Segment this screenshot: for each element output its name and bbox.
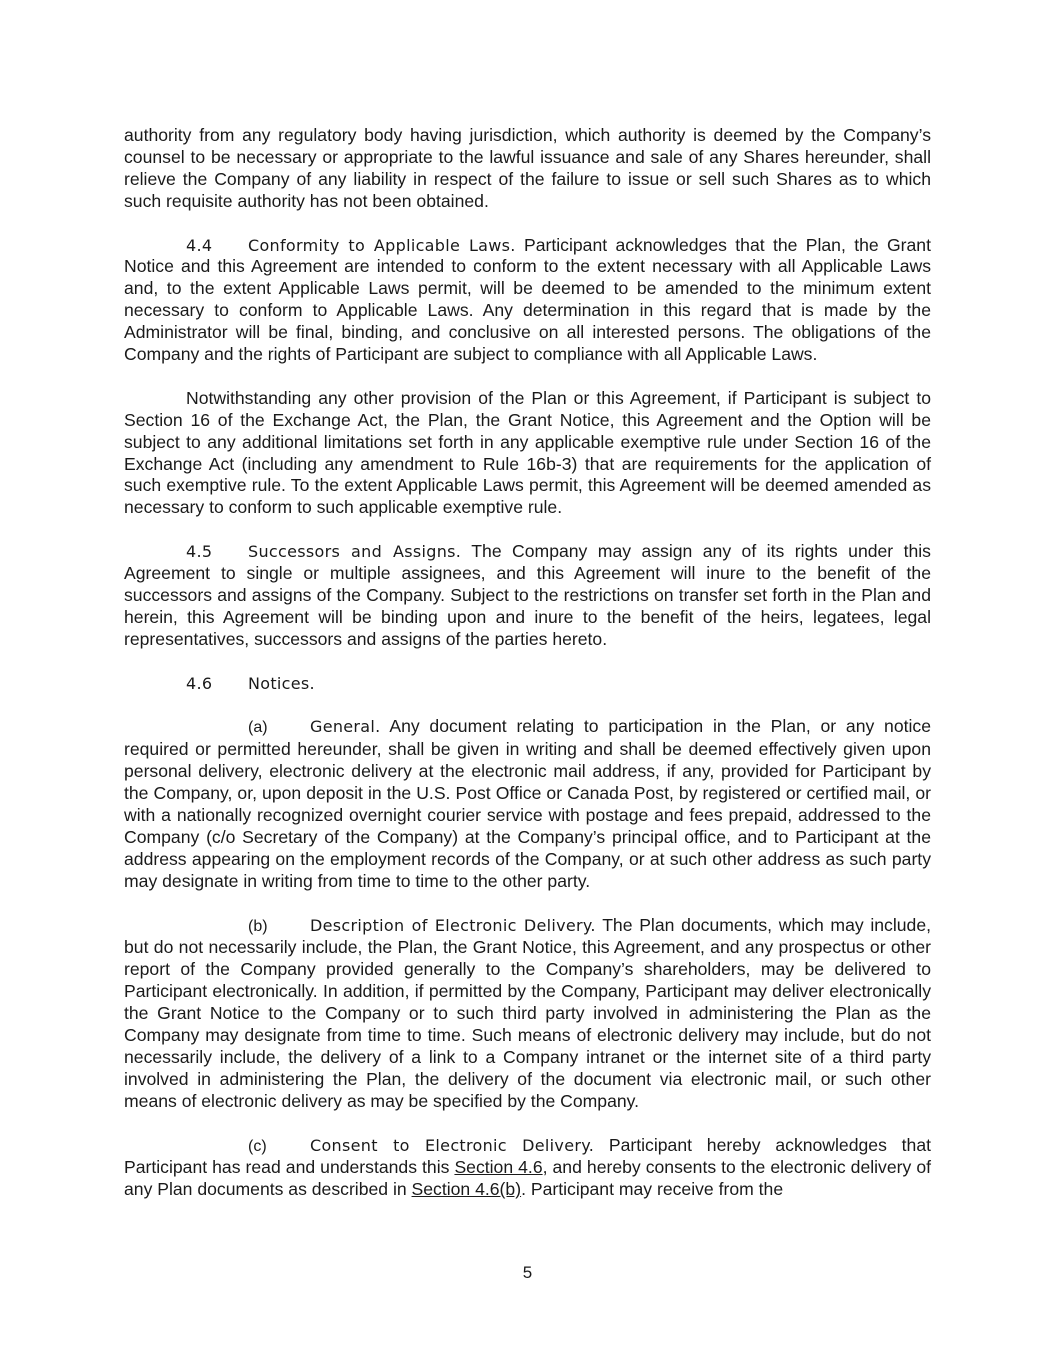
section-4-6-c-title: Consent to Electronic Delivery.	[310, 1135, 595, 1155]
section-4-5-paragraph	[124, 541, 931, 651]
section-4-4-title: Conformity to Applicable Laws.	[248, 235, 516, 255]
section-4-4-number: 4.4	[186, 235, 213, 255]
section-4-6-c-paragraph	[124, 1135, 931, 1202]
section-4-4-paragraph	[124, 235, 931, 366]
page-number: 5	[522, 1263, 533, 1282]
section-4-6-b-label: (b)	[248, 917, 268, 935]
section-4-4-text: Participant acknowledges that the Plan, the Grant Notice and this Agreement are intended to conform to the extent necessary with all Applicable Laws and, to the extent Applicable Laws permit, will be deemed to be amended to the minimum extent necessary to conform to Applicable Laws. Any determination in this regard that is made by the Administrator will be final, binding, and conclusive on all interested persons. The obligations of the Company and the rights of Participant are subject to compliance with all Applicable Laws.	[124, 234, 931, 365]
section-4-6-c-text-1: Participant hereby acknowledges that Participant has read and understands this	[124, 1134, 931, 1178]
section-4-6-a-label: (a)	[248, 719, 268, 737]
document-body	[124, 125, 931, 1223]
section-4-6-a-title: General.	[310, 717, 381, 737]
section-4-6-b-cross-reference: Section 4.6(b)	[411, 1179, 522, 1200]
section-4-5-title: Successors and Assigns.	[248, 542, 462, 562]
section-4-5-text: The Company may assign any of its rights under this Agreement to single or multiple assignees, and this Agreement will inure to the benefit of the successors and assigns of the Company. Subject to the restrictions on transfer set forth in the Plan and herein, this Agreement will be binding upon and inure to the benefit of the heirs, legatees, legal representatives, successors and assigns of the parties hereto.	[124, 541, 931, 649]
section-4-6-c-label: (c)	[248, 1137, 267, 1155]
section-4-6-b-paragraph	[124, 915, 931, 1113]
section-4-6-cross-reference: Section 4.6	[454, 1157, 543, 1178]
section-4-6-title: Notices.	[248, 673, 315, 693]
section-4-6-c-text-2: , and hereby consents to the electronic delivery of any Plan documents as described in	[124, 1157, 931, 1200]
section-4-6-b-text: The Plan documents, which may include, but do not necessarily include, the Plan, the Grant Notice, this Agreement, and any prospectus or other report of the Company provided generally to the Company’s shareholders, may be delivered to Participant electronically. In addition, if permitted by the Company, Participant may deliver electronically the Grant Notice to the Company or to such third party involved in administering the Plan as the Company may designate from time to time. Such means of electronic delivery may include, but do not necessarily include, the delivery of a link to a Company intranet or the internet site of a third party involved in administering the Plan, the delivery of the document via electronic mail, or such other means of electronic delivery as may be specified by the Company.	[124, 914, 931, 1111]
section-4-5-number: 4.5	[186, 542, 213, 562]
section-4-6-b-title: Description of Electronic Delivery.	[310, 915, 596, 935]
section-4-6-a-text: Any document relating to participation in the Plan, or any notice required or permitted hereunder, shall be given in writing and shall be deemed effectively given upon personal delivery, electronic delivery at the electronic mail address, if any, provided for Participant by the Company, or, upon deposit in the U.S. Post Office or Canada Post, by registered or certified mail, or with a nationally recognized overnight courier service with postage and fees prepaid, addressed to the Company (c/o Secretary of the Company) at the Company’s principal office, and to Participant at the address appearing on the employment records of the Company, or at such other address as such party may designate in writing from time to time to the other party.	[124, 716, 931, 891]
section-4-6-a-paragraph	[124, 716, 931, 892]
section-4-6-c-text-3: . Participant may receive from the	[521, 1179, 784, 1200]
intro-paragraph: authority from any regulatory body having jurisdiction, which authority is deemed by the Company’s counsel to be necessary or appropriate to the lawful issuance and sale of any Shares hereunder, shall relieve the Company of any liability in respect of the failure to issue or sell such Shares as to which such requisite authority has not been obtained.	[124, 125, 931, 211]
section-4-4-paragraph-2: Notwithstanding any other provision of the Plan or this Agreement, if Participant is subject to Section 16 of the Exchange Act, the Plan, the Grant Notice, this Agreement and the Option will be subject to any additional limitations set forth in any applicable exemptive rule under Section 16 of the Exchange Act (including any amendment to Rule 16b-3) that are requirements for the application of such exemptive rule. To the extent Applicable Laws permit, this Agreement will be deemed amended as necessary to conform to such applicable exemptive rule.	[124, 387, 931, 518]
section-4-6-number: 4.6	[186, 673, 213, 693]
section-4-6-heading	[124, 673, 931, 695]
